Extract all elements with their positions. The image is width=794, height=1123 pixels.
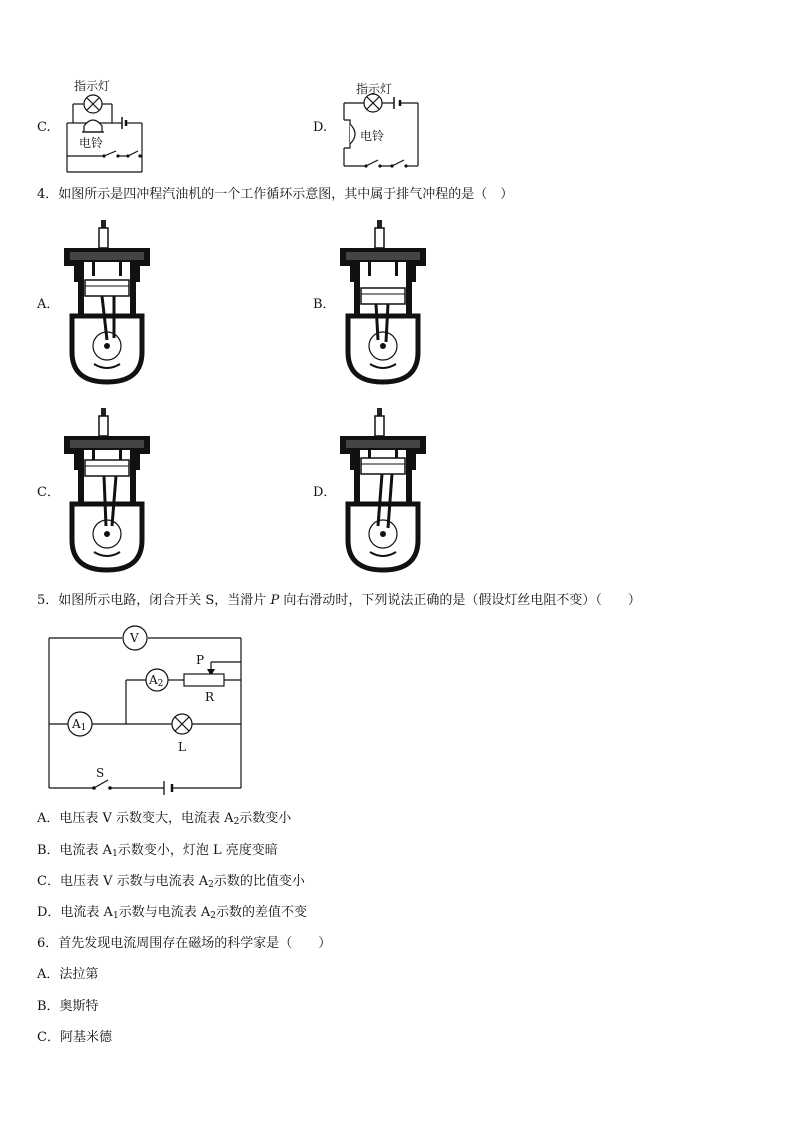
q5-option-b-text: B．电流表 A — [37, 843, 113, 858]
q4-option-a-letter: A． — [37, 297, 60, 312]
q5-option-d-sub: 1 — [112, 911, 119, 921]
lamp-label: L — [178, 740, 186, 754]
q5-option-c-sub: 2 — [208, 880, 214, 890]
bell-label: 电铃 — [79, 136, 104, 150]
ammeter-2-letter: A — [149, 673, 158, 687]
q6-stem: 6．首先发现电流周围存在磁场的科学家是（ ） — [37, 936, 332, 951]
voltmeter-label: V — [130, 631, 139, 645]
resistor-label: R — [205, 690, 215, 704]
ammeter-1-letter: A — [72, 717, 81, 731]
ammeter-1-sub: 1 — [80, 723, 87, 733]
engine-b-svg — [338, 220, 430, 385]
q5-circuit-svg — [46, 624, 246, 792]
q5-stem-slider: P — [270, 593, 280, 608]
q5-option-a-tail: 示数变小 — [239, 811, 292, 826]
q3-option-c-letter: C. — [37, 120, 51, 135]
q4-stem: 4．如图所示是四冲程汽油机的一个工作循环示意图，其中属于排气冲程的是（ ） — [37, 187, 514, 202]
q5-option-a-text: A．电压表 V 示数变大，电流表 A — [37, 811, 234, 826]
q3-option-d-letter: D. — [313, 120, 328, 135]
bell-label: 电铃 — [360, 129, 385, 143]
q5-option-d-mid: 示数与电流表 A — [118, 905, 211, 920]
q5-stem — [37, 592, 641, 610]
q5-option-a — [37, 810, 291, 831]
q5-option-d-text: D．电流表 A — [37, 905, 113, 920]
lamp-label: 指示灯 — [74, 79, 111, 93]
q4-option-b-letter: B． — [313, 297, 336, 312]
q5-option-d — [37, 904, 307, 925]
engine-a-svg — [62, 220, 154, 385]
q5-option-b-tail: 示数变小，灯泡 L 亮度变暗 — [117, 843, 278, 858]
q6-option-c: C．阿基米德 — [37, 1030, 112, 1045]
engine-d-svg — [338, 408, 430, 573]
q4-option-d-letter: D． — [313, 485, 337, 500]
q5-option-d-tail: 示数的差值不变 — [215, 905, 307, 920]
q5-circuit-diagram — [46, 624, 246, 792]
q5-option-d-sub2: 2 — [210, 911, 216, 921]
q5-stem-part2: 向右滑动时，下列说法正确的是（假设灯丝电阻不变）（ ） — [279, 593, 641, 608]
lamp-label: 指示灯 — [356, 82, 393, 96]
engine-c-svg — [62, 408, 154, 573]
q3-option-d-diagram — [336, 78, 426, 173]
ammeter-2-label — [149, 673, 163, 691]
ammeter-1-label — [72, 717, 86, 735]
q5-option-b — [37, 842, 278, 863]
q3-option-c-diagram — [64, 74, 154, 174]
q6-option-b: B．奥斯特 — [37, 999, 99, 1014]
ammeter-2-sub: 2 — [157, 679, 164, 689]
q5-option-c — [37, 873, 305, 894]
q5-option-c-text: C．电压表 V 示数与电流表 A — [37, 874, 209, 889]
q5-stem-part1: 5．如图所示电路，闭合开关 S，当滑片 — [37, 593, 271, 608]
switch-label: S — [96, 766, 105, 780]
q6-option-a: A．法拉第 — [37, 967, 99, 982]
q4-option-c-letter: C． — [37, 485, 60, 500]
q5-option-c-tail: 示数的比值变小 — [213, 874, 305, 889]
q5-option-b-sub: 1 — [112, 849, 118, 859]
q5-option-a-sub: 2 — [233, 817, 240, 827]
slider-label: P — [196, 653, 205, 667]
